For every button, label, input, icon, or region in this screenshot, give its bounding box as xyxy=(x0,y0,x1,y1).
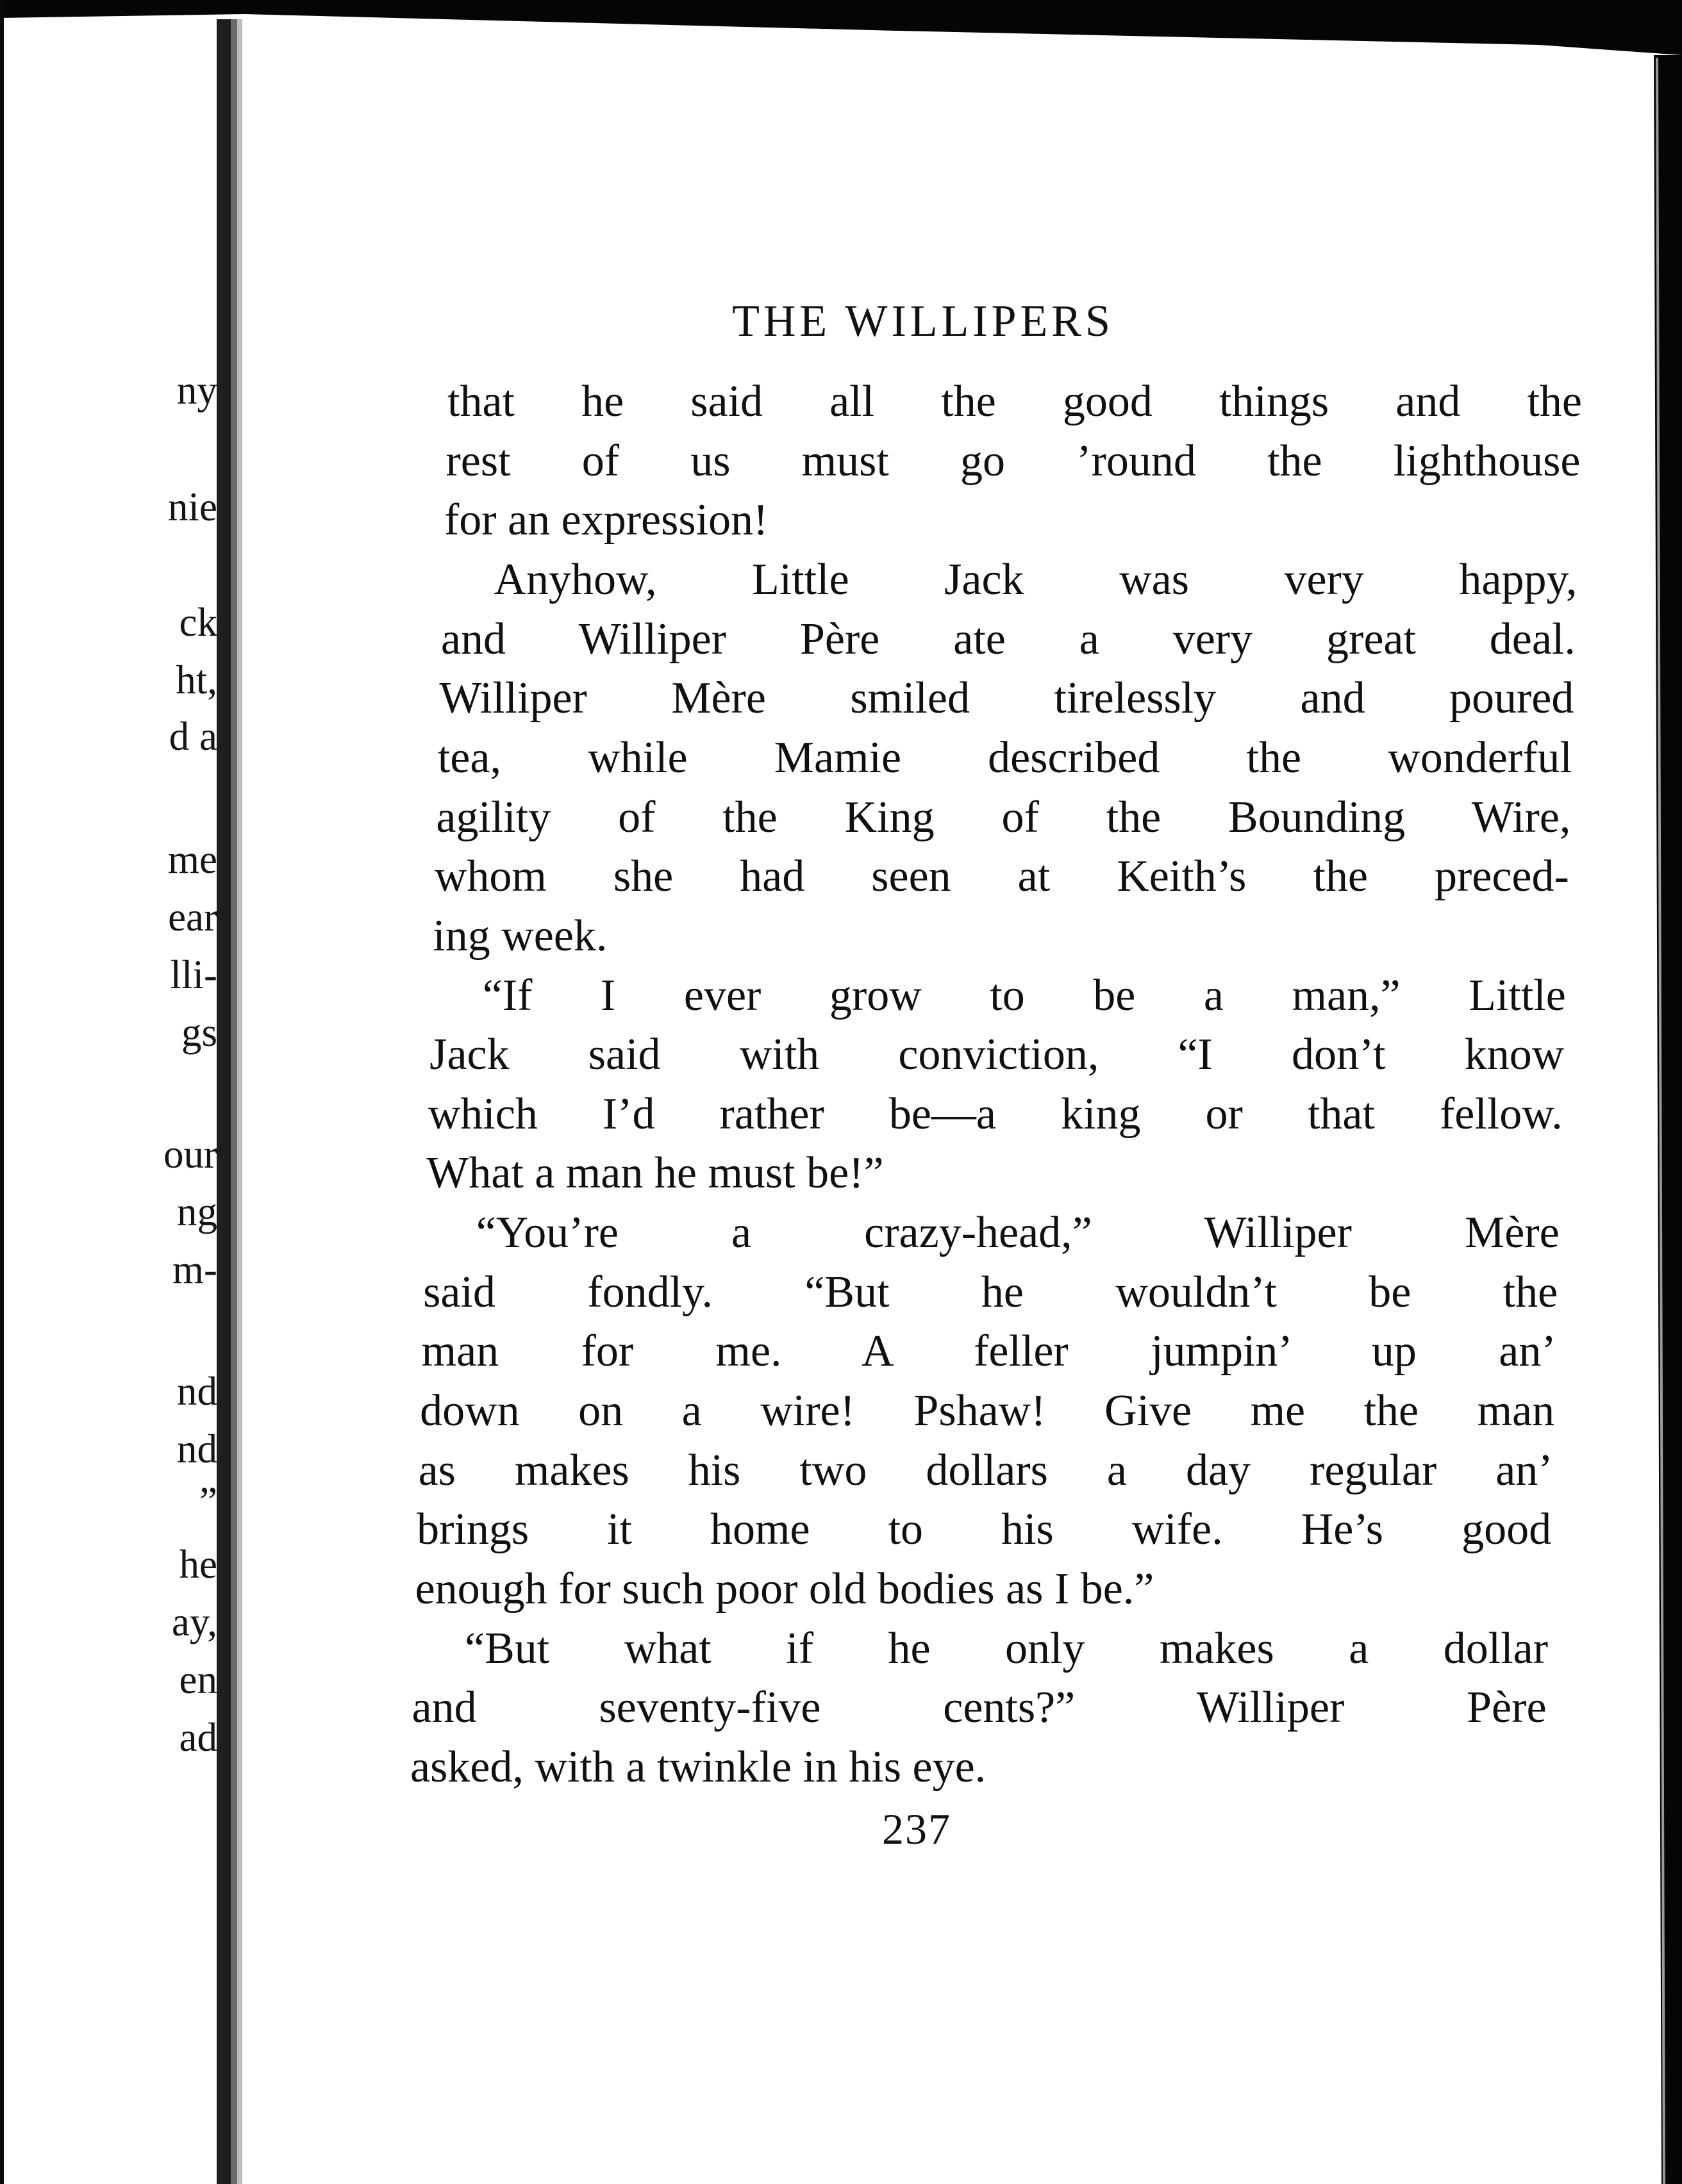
text-line: and seventy-five cents?” Williper Père xyxy=(412,1683,1547,1733)
text-line: asked, with a twinkle in his eye. xyxy=(410,1742,987,1792)
text-line: down on a wire! Pshaw! Give me the man xyxy=(420,1386,1555,1436)
left-page-fragment: nie xyxy=(168,484,217,529)
left-page-fragment: en xyxy=(179,1657,217,1702)
text-line: for an expression! xyxy=(444,495,769,545)
text-line: Williper Mère smiled tirelessly and poured xyxy=(439,674,1574,724)
text-line: enough for such poor old bodies as I be.” xyxy=(415,1564,1154,1614)
left-page-fragment: ck xyxy=(179,600,217,645)
text-line: that he said all the good things and the xyxy=(447,377,1582,426)
paragraph-first-line: Anyhow, Little Jack was very happy, xyxy=(494,554,1578,604)
left-page-fragment: ny xyxy=(177,368,217,413)
text-line: Jack said with conviction, “I don’t know xyxy=(429,1030,1565,1080)
left-page-fragment: ad xyxy=(179,1715,217,1760)
text-line: rest of us must go ’round the lighthouse xyxy=(445,436,1581,486)
left-page-fragment: ear xyxy=(168,895,217,939)
paragraph-first-line: “If I ever grow to be a man,” Little xyxy=(482,970,1566,1020)
left-page-fragment: nd xyxy=(177,1369,217,1414)
text-line: whom she had seen at Keith’s the preced- xyxy=(434,852,1569,902)
text-line: agility of the King of the Bounding Wire, xyxy=(436,792,1571,842)
text-line: said fondly. “But he wouldn’t be the xyxy=(423,1267,1558,1317)
binding-gutter-shadow xyxy=(237,19,242,2184)
left-page-fragment: ” xyxy=(199,1479,217,1524)
left-page-fragment: m- xyxy=(172,1247,217,1292)
binding-gutter-highlight xyxy=(231,19,237,2184)
text-line: and Williper Père ate a very great deal. xyxy=(440,614,1576,664)
text-line: What a man he must be!” xyxy=(426,1148,884,1198)
paragraph-first-line: “But what if he only makes a dollar xyxy=(465,1623,1549,1673)
page-number: 237 xyxy=(882,1805,951,1853)
text-line: ing week. xyxy=(433,911,608,961)
text-line: as makes his two dollars a day regular an’ xyxy=(418,1445,1553,1495)
left-page-fragment: nd xyxy=(177,1427,217,1471)
left-page-fragment: ng xyxy=(177,1189,217,1234)
left-page-fragment: our xyxy=(163,1132,217,1177)
left-page-fragment: lli- xyxy=(170,952,217,997)
text-line: brings it home to his wife. He’s good xyxy=(417,1505,1552,1555)
left-page-fragment: he xyxy=(179,1542,217,1587)
running-head: THE WILLIPERS xyxy=(732,297,1114,346)
text-line: tea, while Mamie described the wonderful xyxy=(437,732,1572,782)
text-line: man for me. A feller jumpin’ up an’ xyxy=(421,1327,1556,1377)
paragraph-first-line: “You’re a crazy-head,” Williper Mère xyxy=(476,1208,1560,1258)
left-page-fragment: gs xyxy=(181,1010,217,1055)
left-facing-page xyxy=(0,0,221,2184)
left-page-fragment: ay, xyxy=(171,1600,217,1644)
left-page-fragment: ht, xyxy=(176,658,217,702)
right-page xyxy=(282,0,1647,2184)
text-line: which I’d rather be—a king or that fellow. xyxy=(428,1089,1563,1139)
left-page-fragment: me xyxy=(168,837,217,882)
left-page-fragment: d a xyxy=(169,714,217,759)
